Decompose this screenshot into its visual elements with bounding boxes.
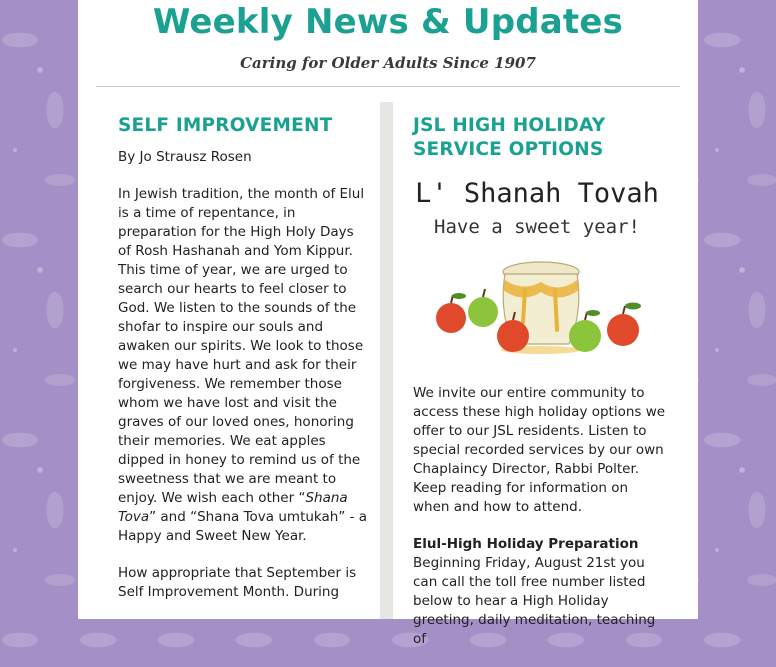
- page-tagline: Caring for Older Adults Since 1907: [240, 54, 536, 72]
- left-column-title: SELF IMPROVEMENT: [118, 115, 333, 136]
- right-column-title: JSL HIGH HOLIDAY SERVICE OPTIONS: [413, 115, 606, 160]
- right-paragraph-1: We invite our entire community to access these high holiday options we offer to our JSL residents. Listen to special recorded services by our own Chaplaincy Director, Rabbi Polter. Keep reading for information on when and how to attend.: [413, 385, 666, 515]
- right-column: [393, 102, 678, 647]
- page-title: Weekly News & Updates: [152, 2, 624, 42]
- byline: By Jo Strausz Rosen: [118, 149, 252, 165]
- newsletter-paper: [78, 0, 698, 647]
- left-column: [98, 102, 380, 619]
- art-greeting: L' Shanah Tovah: [415, 178, 659, 209]
- shanah-tovah-illustration: [413, 172, 661, 362]
- left-paragraph-1: In Jewish tradition, the month of Elul is a time of repentance, in preparation for the High Holy Days of Rosh Hashanah and Yom Kippur. This time of year, we are urged to search our hearts to feel closer to God. We listen to the sounds of the shofar to inspire our souls and awaken our spirits. We look to those we may have hurt and ask for their forgiveness. We remember those whom we have lost and visit the graves of our loved ones, honoring their memories. We eat apples dipped in honey to remind us of the sweetness that we are meant to enjoy. We wish each other “Shana Tova” and “Shana Tova umtukah” - a Happy and Sweet New Year.: [118, 186, 368, 544]
- right-paragraph-2: Beginning Friday, August 21st you can call the toll free number listed below to hear a High Holiday greeting, daily meditation, teaching of: [413, 555, 656, 647]
- left-paragraph-2: How appropriate that September is Self Improvement Month. During: [118, 565, 357, 600]
- art-subgreeting: Have a sweet year!: [434, 216, 640, 238]
- subhead-elul: Elul-High Holiday Preparation: [413, 536, 639, 552]
- header-divider: [96, 86, 680, 87]
